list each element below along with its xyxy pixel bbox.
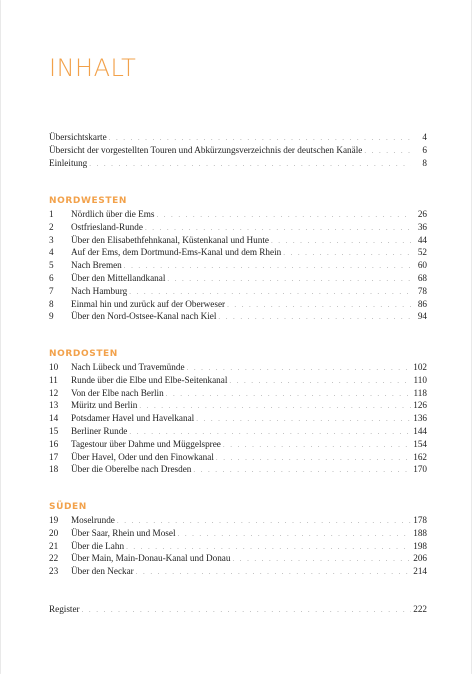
chapter-number: 19	[49, 515, 59, 525]
chapter-number: 2	[49, 221, 54, 232]
chapter-number: 21	[49, 540, 59, 551]
entry-title: Übersichtskarte	[49, 132, 107, 142]
entry-title: Einleitung	[49, 157, 88, 168]
page-number: 94	[417, 311, 427, 322]
entry-title: Von der Elbe nach Berlin	[71, 387, 164, 398]
dot-leader	[178, 528, 411, 541]
entry-title: Register	[49, 604, 80, 614]
entry-title: Tagestour über Dahme und Müggelspree	[71, 438, 221, 449]
entry-title: Nach Lübeck und Travemünde	[71, 362, 185, 372]
entry-title: Müritz und Berlin	[71, 400, 138, 411]
toc-row	[49, 221, 427, 234]
chapter-number: 20	[49, 527, 59, 538]
toc-row	[49, 246, 427, 259]
chapter-number: 6	[49, 272, 54, 283]
page-number: 206	[413, 553, 427, 564]
chapter-number: 23	[49, 566, 59, 577]
dot-leader	[271, 235, 411, 248]
toc-row	[49, 451, 427, 464]
entry-title: Über den Neckar	[71, 566, 134, 577]
dot-leader	[166, 388, 411, 401]
page-number: 78	[417, 285, 427, 296]
page-number: 4	[422, 132, 427, 142]
toc-row	[49, 234, 427, 247]
toc-row	[49, 603, 427, 616]
toc-row	[49, 463, 427, 476]
entry-title: Übersicht der vorgestellten Touren und Abkürzungsverzeichnis der deutschen Kanäle	[49, 144, 363, 155]
chapter-number: 8	[49, 298, 54, 309]
entry-title: Berliner Runde	[71, 425, 128, 436]
chapter-number: 13	[49, 400, 59, 411]
toc-row	[49, 285, 427, 298]
chapter-number: 12	[49, 387, 59, 398]
page-number: 126	[413, 400, 427, 411]
dot-leader	[89, 158, 411, 171]
entry-title: Über die Oberelbe nach Dresden	[71, 464, 192, 475]
page-number: 86	[417, 298, 427, 309]
entry-title: Über Main, Main-Donau-Kanal und Donau	[71, 553, 231, 564]
section-heading: NORDOSTEN	[49, 349, 118, 359]
toc-row	[49, 144, 427, 157]
page-number: 162	[413, 451, 427, 462]
page-number: 178	[413, 515, 427, 525]
document-page	[1, 0, 471, 674]
page-number: 26	[417, 209, 427, 219]
dot-leader	[216, 452, 411, 465]
page-number: 36	[417, 221, 427, 232]
chapter-number: 16	[49, 438, 59, 449]
page-number: 44	[417, 234, 427, 245]
dot-leader	[283, 247, 411, 260]
page-number: 188	[413, 527, 427, 538]
toc-row	[49, 412, 427, 425]
page-number: 110	[413, 374, 427, 385]
toc-row	[49, 259, 427, 272]
toc-row	[49, 425, 427, 438]
page-title: INHALT	[49, 54, 137, 82]
entry-title: Ostfriesland-Runde	[71, 221, 143, 232]
entry-title: Über den Mittellandkanal	[71, 272, 166, 283]
entry-title: Nach Bremen	[71, 260, 122, 271]
toc-row	[49, 399, 427, 412]
chapter-number: 9	[49, 311, 54, 322]
chapter-number: 10	[49, 362, 59, 372]
chapter-number: 14	[49, 413, 59, 424]
entry-title: Nach Hamburg	[71, 285, 128, 296]
toc-row	[49, 131, 427, 144]
dot-leader	[156, 209, 411, 222]
section-heading: NORDWESTEN	[49, 196, 127, 206]
toc-row	[49, 157, 427, 170]
dot-leader	[193, 464, 411, 477]
entry-title: Einmal hin und zurück auf der Oberweser	[71, 298, 226, 309]
dot-leader	[82, 604, 411, 617]
page-number: 154	[413, 438, 427, 449]
toc-row	[49, 361, 427, 374]
chapter-number: 22	[49, 553, 59, 564]
section-heading: SÜDEN	[49, 502, 87, 512]
dot-leader	[196, 413, 411, 426]
page-number: 144	[413, 425, 427, 436]
chapter-number: 1	[49, 209, 54, 219]
dot-leader	[124, 260, 411, 273]
entry-title: Nördlich über die Ems	[71, 209, 155, 219]
chapter-number: 3	[49, 234, 54, 245]
page-number: 8	[422, 157, 427, 168]
page-number: 222	[413, 604, 427, 614]
entry-title: Über den Elisabethfehnkanal, Küstenkanal und Hunte	[71, 234, 269, 245]
chapter-number: 5	[49, 260, 54, 271]
chapter-number: 4	[49, 247, 54, 258]
section-nordosten	[49, 348, 427, 476]
toc-row	[49, 527, 427, 540]
page-number: 136	[413, 413, 427, 424]
page-number: 68	[417, 272, 427, 283]
toc-row	[49, 540, 427, 553]
section-nordwesten	[49, 195, 427, 323]
dot-leader	[218, 311, 411, 324]
chapter-number: 18	[49, 464, 59, 475]
toc-row	[49, 298, 427, 311]
toc-row	[49, 438, 427, 451]
front-matter-list	[49, 131, 427, 169]
entry-title: Moselrunde	[71, 515, 115, 525]
toc-row	[49, 565, 427, 578]
page-number: 118	[413, 387, 427, 398]
dot-leader	[167, 273, 411, 286]
entry-title: Runde über die Elbe und Elbe-Seitenkanal	[71, 374, 228, 385]
dot-leader	[227, 299, 411, 312]
dot-leader	[223, 439, 411, 452]
chapter-number: 15	[49, 425, 59, 436]
toc-row	[49, 374, 427, 387]
dot-leader	[364, 145, 411, 158]
toc-row	[49, 514, 427, 527]
entry-title: Über Saar, Rhein und Mosel	[71, 527, 176, 538]
chapter-number: 17	[49, 451, 59, 462]
register-entry	[49, 603, 427, 616]
dot-leader	[232, 553, 411, 566]
toc-row	[49, 208, 427, 221]
entry-title: Über den Nord-Ostsee-Kanal nach Kiel	[71, 311, 217, 322]
toc-row	[49, 552, 427, 565]
toc-row	[49, 272, 427, 285]
entry-title: Potsdamer Havel und Havelkanal	[71, 413, 195, 424]
entry-title: Über die Lahn	[71, 540, 125, 551]
page-number: 52	[417, 247, 427, 258]
page-number: 102	[413, 362, 427, 372]
page-number: 170	[413, 464, 427, 475]
page-number: 198	[413, 540, 427, 551]
dot-leader	[136, 566, 411, 579]
dot-leader	[229, 375, 411, 388]
toc-row	[49, 310, 427, 323]
page-number: 214	[413, 566, 427, 577]
chapter-number: 11	[49, 374, 58, 385]
page-number: 60	[417, 260, 427, 271]
toc-row	[49, 387, 427, 400]
chapter-number: 7	[49, 285, 54, 296]
section-sueden	[49, 501, 427, 578]
entry-title: Über Havel, Oder und den Finowkanal	[71, 451, 214, 462]
page-number: 6	[422, 144, 427, 155]
entry-title: Auf der Ems, dem Dortmund-Ems-Kanal und dem Rhein	[71, 247, 282, 258]
